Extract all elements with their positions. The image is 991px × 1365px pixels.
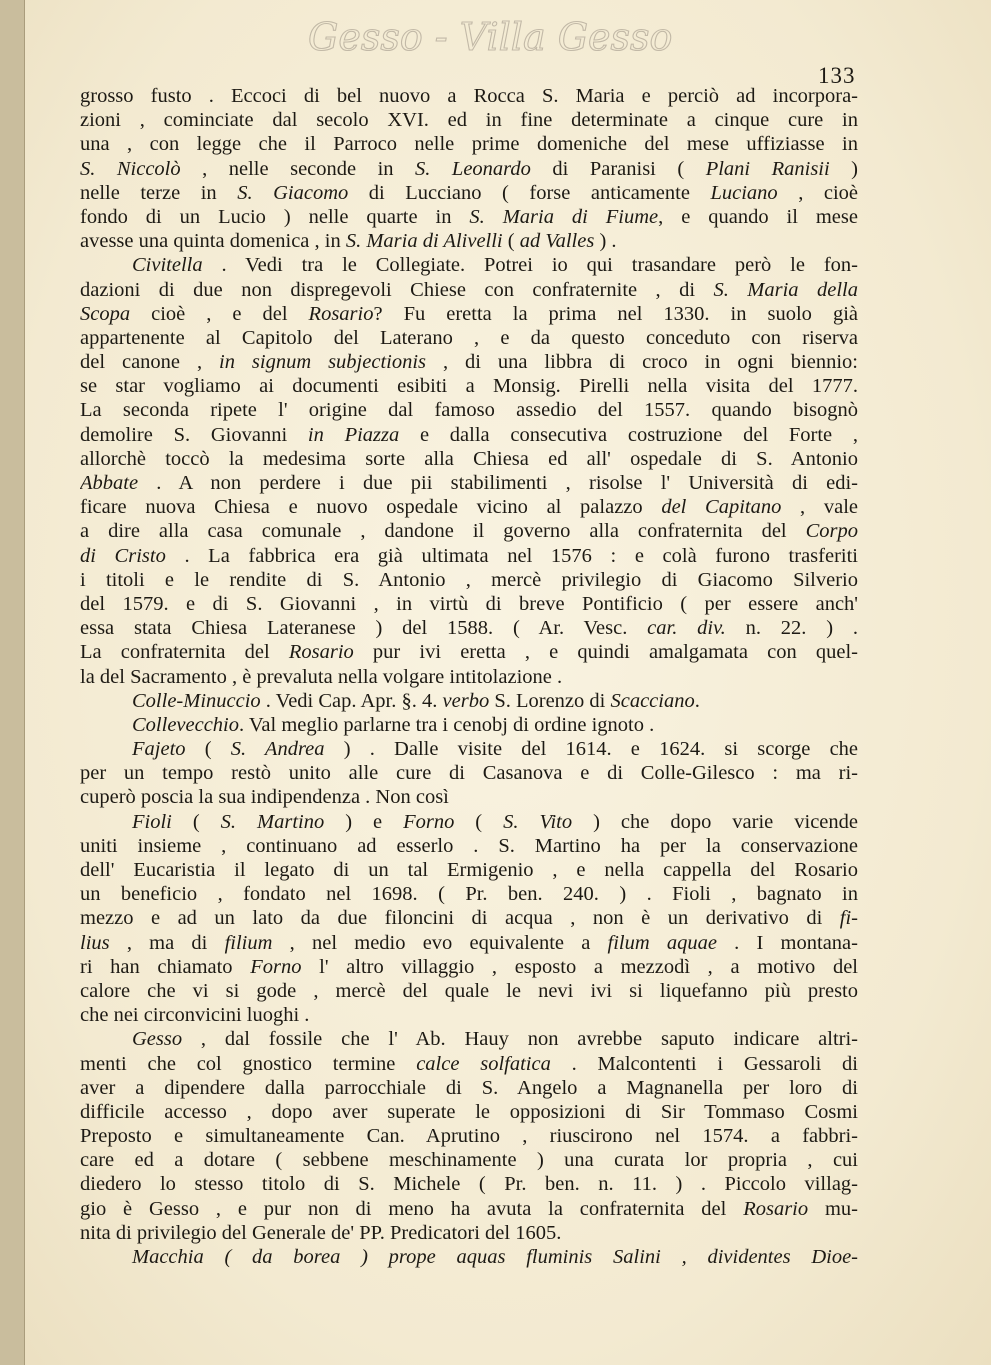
italic-text: Plani Ranisii bbox=[705, 157, 830, 180]
text-segment: ( bbox=[185, 738, 231, 761]
italic-text: S. Maria di Alivelli bbox=[345, 230, 503, 253]
text-segment: . A non perdere i due pii stabilimenti , risolse l' Università di edi- bbox=[138, 472, 858, 494]
text-segment: Preposto e simultaneamente Can. Aprutino , riuscirono nel 1574. a fabbri- bbox=[80, 1125, 858, 1148]
italic-text: calce solfatica bbox=[416, 1052, 551, 1075]
text-line bbox=[80, 471, 858, 495]
text-line bbox=[80, 1221, 858, 1245]
text-segment: ? Fu eretta la prima nel 1330. in suolo già bbox=[373, 302, 858, 325]
italic-text: Macchia ( da borea ) prope aquas fluminis Salini , dividentes Dioe- bbox=[132, 1246, 858, 1268]
text-line bbox=[80, 785, 858, 809]
text-line bbox=[80, 205, 858, 229]
text-line bbox=[80, 955, 858, 979]
text-segment: appartenente al Capitolo del Laterano , e da questo conceduto con riserva bbox=[80, 326, 858, 349]
italic-text: car. div. bbox=[647, 617, 726, 640]
text-line bbox=[80, 157, 858, 181]
text-segment: ri han chiamato bbox=[80, 955, 251, 978]
italic-text: filum aquae bbox=[607, 931, 717, 954]
text-segment: pur ivi eretta , e quindi amalgamata con quel- bbox=[353, 641, 858, 664]
italic-text: in Piazza bbox=[307, 423, 400, 446]
text-segment: ( bbox=[171, 810, 221, 833]
text-line bbox=[80, 278, 858, 302]
italic-text: Forno bbox=[403, 810, 455, 833]
text-segment: calore che vi si gode , mercè del quale le nevi ivi si liquefanno più presto bbox=[80, 979, 858, 1002]
text-segment: . Val meglio parlarne tra i cenobj di ordine ignoto . bbox=[239, 713, 655, 736]
text-line bbox=[80, 1100, 858, 1124]
italic-text: Fajeto bbox=[132, 738, 186, 761]
italic-text: del Capitano bbox=[661, 496, 782, 519]
text-line bbox=[80, 229, 858, 253]
text-line bbox=[80, 495, 858, 519]
italic-text: S. Maria di Fiume bbox=[469, 205, 659, 228]
text-segment: un beneficio , fondato nel 1698. ( Pr. ben. 240. ) . Fioli , bagnato in bbox=[80, 883, 858, 906]
text-segment: , ma di bbox=[109, 931, 225, 954]
text-segment: allorchè toccò la medesima sorte alla Chiesa ed all' ospedale di S. Antonio bbox=[80, 447, 858, 470]
text-line bbox=[80, 350, 858, 374]
italic-text: Civitella bbox=[132, 254, 203, 277]
text-segment: se star vogliamo ai documenti esibiti a Monsig. Pirelli nella visita del 1777. bbox=[80, 375, 858, 398]
italic-text: filium bbox=[224, 931, 273, 954]
text-line bbox=[80, 374, 858, 398]
text-segment: ( bbox=[502, 230, 520, 253]
italic-text: Scacciano bbox=[610, 689, 695, 712]
italic-text: S. Maria della bbox=[713, 278, 858, 301]
text-line bbox=[80, 84, 858, 108]
text-line bbox=[80, 544, 858, 568]
text-line bbox=[80, 858, 858, 882]
text-segment: , dal fossile che l' Ab. Hauy non avrebbe saputo indicare altri- bbox=[182, 1028, 858, 1051]
text-segment: ) . bbox=[594, 230, 617, 253]
text-line bbox=[80, 979, 858, 1003]
page-number: 133 bbox=[818, 63, 856, 88]
text-line bbox=[80, 737, 858, 761]
text-segment: avesse una quinta domenica , in bbox=[80, 230, 346, 253]
text-line bbox=[80, 834, 858, 858]
text-segment: ficare nuova Chiesa e nuovo ospedale vicino al palazzo bbox=[80, 496, 662, 519]
text-segment: La confraternita del bbox=[80, 641, 289, 664]
text-segment: ) che dopo varie vicende bbox=[572, 810, 858, 833]
text-line bbox=[80, 810, 858, 834]
text-line bbox=[80, 1076, 858, 1100]
text-segment: del 1579. e di S. Giovanni , in virtù di breve Pontificio ( per essere anch' bbox=[80, 592, 858, 615]
text-line bbox=[80, 1148, 858, 1172]
text-line bbox=[80, 568, 858, 592]
text-line bbox=[80, 1172, 858, 1196]
text-line bbox=[80, 640, 858, 664]
text-line bbox=[80, 1052, 858, 1076]
text-segment: . Vedi Cap. Apr. §. 4. bbox=[260, 689, 443, 712]
text-line bbox=[80, 108, 858, 132]
handwritten-note: Gesso - Villa Gesso bbox=[308, 15, 673, 59]
text-line bbox=[80, 761, 858, 785]
text-line bbox=[80, 1245, 858, 1269]
text-segment: dell' Eucaristia il legato di un tal Ermigenio , e nella cappella del Rosario bbox=[80, 859, 858, 881]
text-line bbox=[80, 181, 858, 205]
text-segment: del canone , bbox=[80, 351, 220, 374]
text-segment: di Paranisi ( bbox=[530, 157, 706, 180]
text-line bbox=[80, 519, 858, 543]
italic-text: fi- bbox=[839, 907, 858, 930]
italic-text: Corpo bbox=[805, 520, 858, 543]
text-segment: ) bbox=[829, 157, 858, 180]
text-segment: aver a dipendere dalla parrocchiale di S. Angelo a Magnanella per loro di bbox=[80, 1076, 858, 1099]
text-segment: care ed a dotare ( sebbene meschinamente ) una curata lor propria , cui bbox=[80, 1149, 858, 1172]
italic-text: Scopa bbox=[80, 302, 131, 325]
text-line bbox=[80, 1027, 858, 1051]
text-line bbox=[80, 592, 858, 616]
text-segment: mezzo e ad un lato da due filoncini di acqua , non è un derivativo di bbox=[80, 907, 840, 930]
text-line bbox=[80, 132, 858, 156]
text-line bbox=[80, 447, 858, 471]
binding-gutter bbox=[0, 0, 25, 1365]
text-segment: . Malcontenti i Gessaroli di bbox=[550, 1052, 858, 1075]
text-segment: ) e bbox=[324, 810, 404, 833]
text-segment: n. 22. ) . bbox=[725, 617, 858, 640]
italic-text: Rosario bbox=[308, 302, 374, 325]
italic-text: S. Andrea bbox=[230, 738, 325, 761]
italic-text: Collevecchio bbox=[132, 713, 240, 736]
text-line bbox=[80, 616, 858, 640]
text-segment: dazioni di due non dispregevoli Chiese con confraternite , di bbox=[80, 278, 714, 301]
text-segment: mu- bbox=[808, 1197, 858, 1220]
italic-text: S. Giacomo bbox=[237, 181, 349, 204]
italic-text: S. Vito bbox=[503, 810, 573, 833]
text-segment: uniti insieme , continuano ad esserlo . S. Martino ha per la conservazione bbox=[80, 834, 858, 857]
text-segment: menti che col gnostico termine bbox=[80, 1052, 417, 1075]
text-line bbox=[80, 253, 858, 277]
text-line bbox=[80, 689, 858, 713]
text-segment: difficile accesso , dopo aver superate le opposizioni di Sir Tommaso Cosmi bbox=[80, 1100, 858, 1123]
text-line bbox=[80, 931, 858, 955]
body-text bbox=[80, 84, 858, 1269]
text-segment: , vale bbox=[781, 496, 858, 519]
text-segment: ) . Dalle visite del 1614. e 1624. si scorge che bbox=[324, 738, 858, 761]
italic-text: S. Leonardo bbox=[415, 157, 531, 180]
italic-text: in signum subjectionis bbox=[219, 351, 427, 374]
text-segment: ( bbox=[454, 810, 504, 833]
text-segment: , cioè bbox=[777, 181, 858, 204]
italic-text: verbo bbox=[442, 689, 490, 712]
text-segment: l' altro villaggio , esposto a mezzodì , a motivo del bbox=[301, 955, 858, 978]
text-segment: , di una libbra di croco in ogni biennio: bbox=[426, 351, 858, 374]
text-line bbox=[80, 882, 858, 906]
italic-text: Gesso bbox=[132, 1028, 183, 1051]
text-segment: . bbox=[694, 689, 700, 712]
text-segment: a dire alla casa comunale , dandone il governo alla confraternita del bbox=[80, 520, 806, 543]
text-segment: la del Sacramento , è prevaluta nella volgare intitolazione . bbox=[80, 665, 563, 688]
text-segment: cioè , e del bbox=[130, 302, 309, 325]
italic-text: Rosario bbox=[743, 1197, 809, 1220]
text-line bbox=[80, 906, 858, 930]
text-segment: zioni , cominciate dal secolo XVI. ed in fine determinate a cinque cure in bbox=[80, 109, 858, 132]
text-segment: S. Lorenzo di bbox=[489, 689, 611, 712]
text-segment: . La fabbrica era già ultimata nel 1576 : e colà furono trasferiti bbox=[165, 544, 858, 567]
text-line bbox=[80, 398, 858, 422]
text-segment: diedero lo stesso titolo di S. Michele ( Pr. ben. n. 11. ) . Piccolo villag- bbox=[80, 1173, 858, 1196]
text-segment: una , con legge che il Parroco nelle prime domeniche del mese uffiziasse in bbox=[80, 133, 858, 156]
text-segment: e dalla consecutiva costruzione del Forte , bbox=[399, 423, 858, 446]
text-segment: fondo di un Lucio ) nelle quarte in bbox=[80, 205, 470, 228]
italic-text: S. Niccolò bbox=[80, 157, 181, 180]
text-segment: , nelle seconde in bbox=[180, 157, 416, 180]
italic-text: S. Martino bbox=[220, 810, 325, 833]
text-segment: che nei circonvicini luoghi . bbox=[80, 1004, 310, 1027]
text-segment: essa stata Chiesa Lateranese ) del 1588. ( Ar. Vesc. bbox=[80, 617, 648, 640]
text-line bbox=[80, 423, 858, 447]
text-segment: , e quando il mese bbox=[658, 205, 858, 228]
handwritten-note-graphic bbox=[300, 8, 760, 72]
italic-text: ad Valles bbox=[519, 230, 595, 253]
text-line bbox=[80, 713, 858, 737]
text-line bbox=[80, 1197, 858, 1221]
text-segment: cuperò poscia la sua indipendenza . Non così bbox=[80, 786, 449, 809]
italic-text: Fioli bbox=[132, 810, 172, 833]
text-segment: per un tempo restò unito alle cure di Casanova e di Colle-Gilesco : ma ri- bbox=[80, 762, 858, 785]
text-segment: . Vedi tra le Collegiate. Potrei io qui trasandare però le fon- bbox=[202, 254, 858, 277]
text-line bbox=[80, 1124, 858, 1148]
text-line bbox=[80, 302, 858, 326]
italic-text: Abbate bbox=[80, 472, 139, 494]
text-line bbox=[80, 1003, 858, 1027]
text-segment: La seconda ripete l' origine dal famoso assedio del 1557. quando bisognò bbox=[80, 399, 858, 422]
text-segment: demolire S. Giovanni bbox=[80, 423, 308, 446]
italic-text: Rosario bbox=[288, 641, 354, 664]
text-segment: . I montana- bbox=[716, 931, 858, 954]
text-segment: grosso fusto . Eccoci di bel nuovo a Rocca S. Maria e perciò ad incorpora- bbox=[80, 85, 858, 107]
italic-text: di Cristo bbox=[80, 544, 166, 567]
italic-text: lius bbox=[80, 931, 110, 954]
text-segment: i titoli e le rendite di S. Antonio , mercè privilegio di Giacomo Silverio bbox=[80, 568, 858, 591]
italic-text: Forno bbox=[250, 955, 302, 978]
text-segment: gio è Gesso , e pur non di meno ha avuta la confraternita del bbox=[80, 1197, 744, 1220]
text-segment: di Lucciano ( forse anticamente bbox=[348, 181, 711, 204]
text-segment: nita di privilegio del Generale de' PP. Predicatori del 1605. bbox=[80, 1221, 562, 1244]
text-segment: , nel medio evo equivalente a bbox=[272, 931, 608, 954]
text-line bbox=[80, 665, 858, 689]
italic-text: Colle-Minuccio bbox=[132, 689, 261, 712]
text-line bbox=[80, 326, 858, 350]
text-segment: nelle terze in bbox=[80, 181, 238, 204]
italic-text: Luciano bbox=[710, 181, 778, 204]
